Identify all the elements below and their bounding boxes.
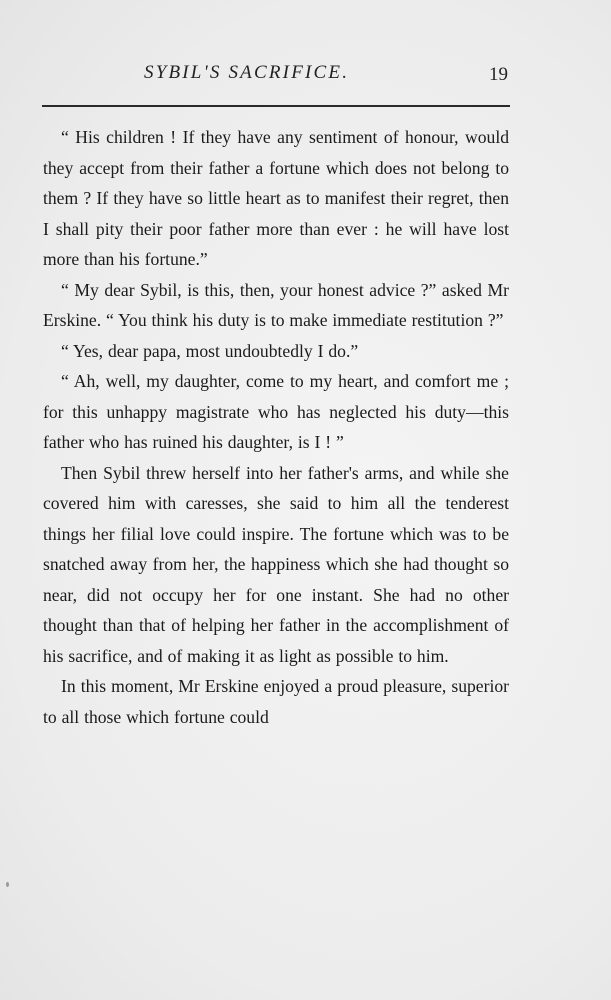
- paragraph-1: “ His children ! If they have any sentiment of honour, would they accept from their father a fortune which does not belong to them ? If they have so little heart as to manifest their regret, then I shall pity their poor father more than ever : he will have lost more than his fortune.”: [43, 127, 509, 269]
- paragraph-2: “ My dear Sybil, is this, then, your honest advice ?” asked Mr Erskine. “ You think his duty is to make immediate restitution ?”: [43, 279, 509, 330]
- paragraph-6: In this moment, Mr Erskine enjoyed a proud pleasure, superior to all those which fortune could: [43, 676, 509, 727]
- paragraph-5: Then Sybil threw herself into her father's arms, and while she covered him with caresses, she said to him all the tenderest things her filial love could inspire. The fortune which was to be snatched away from her, the happiness which she had thought so near, did not occupy her for one instant. She had no other thought than that of helping her father in the accomplishment of his sacrifice, and of making it as light as possible to him.: [43, 462, 509, 666]
- page-number: 19: [489, 64, 508, 85]
- body-text: [43, 122, 509, 732]
- paragraph-4: “ Ah, well, my daughter, come to my heart, and comfort me ; for this unhappy magistrate who has neglected his duty—this father who has ruined his daughter, is I ! ”: [43, 371, 509, 452]
- running-head: [42, 62, 512, 92]
- paragraph-3: “ Yes, dear papa, most undoubtedly I do.”: [61, 340, 359, 361]
- paper-speck: [6, 882, 9, 887]
- header-rule: [42, 105, 510, 107]
- running-title: SYBIL'S SACRIFICE.: [144, 62, 350, 83]
